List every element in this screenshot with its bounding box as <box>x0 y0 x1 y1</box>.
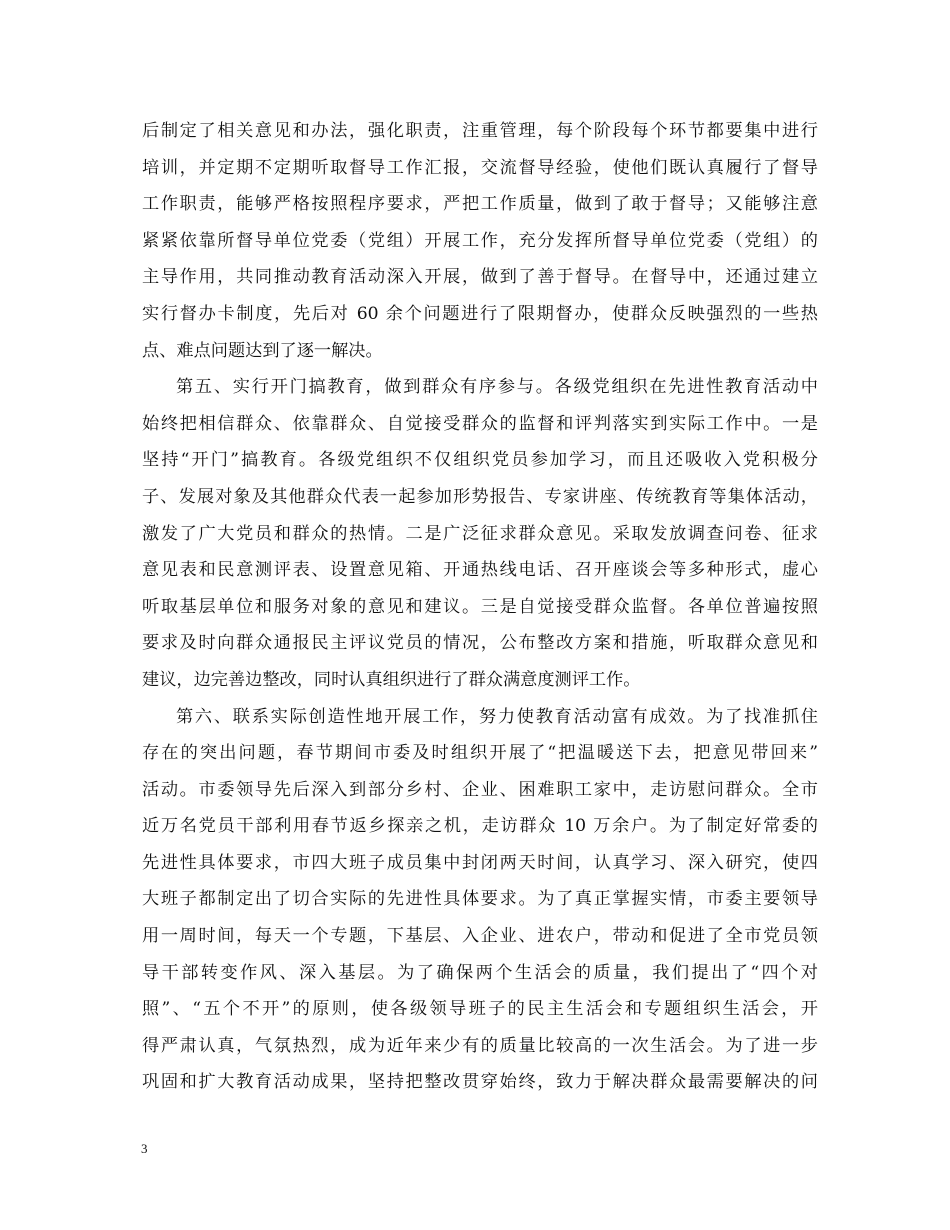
text-line: 照”、“五个不开”的原则，使各级领导班子的民主生活会和专题组织生活会，开 <box>142 999 818 1020</box>
text-line: 存在的突出问题，春节期间市委及时组织开展了“把温暖送下去，把意见带回来” <box>142 743 818 764</box>
text-line: 导干部转变作风、深入基层。为了确保两个生活会的质量，我们提出了“四个对 <box>142 962 818 983</box>
text-line: 得严肃认真，气氛热烈，成为近年来少有的质量比较高的一次生活会。为了进一步 <box>142 1035 818 1056</box>
text-line: 听取基层单位和服务对象的意见和建议。三是自觉接受群众监督。各单位普遍按照 <box>142 596 818 617</box>
text-line: 先进性具体要求，市四大班子成员集中封闭两天时间，认真学习、深入研究，使四 <box>142 852 818 873</box>
text-line: 始终把相信群众、依靠群众、自觉接受群众的监督和评判落实到实际工作中。一是 <box>142 413 818 434</box>
page-number: 3 <box>141 1141 148 1156</box>
document-body <box>142 113 818 1101</box>
text-line: 后制定了相关意见和办法，强化职责，注重管理，每个阶段每个环节都要集中进行 <box>142 121 818 141</box>
text-line: 活动。市委领导先后深入到部分乡村、企业、困难职工家中，走访慰问群众。全市 <box>142 779 818 800</box>
text-line: 紧紧依靠所督导单位党委（党组）开展工作，充分发挥所督导单位党委（党组）的 <box>142 230 818 251</box>
text-line: 子、发展对象及其他群众代表一起参加形势报告、专家讲座、传统教育等集体活动， <box>142 486 818 507</box>
text-line: 点、难点问题达到了逐一解决。 <box>142 340 383 361</box>
text-line: 第六、联系实际创造性地开展工作，努力使教育活动富有成效。为了找准抓住 <box>176 706 818 727</box>
text-line: 用一周时间，每天一个专题，下基层、入企业、进农户，带动和促进了全市党员领 <box>142 926 818 947</box>
text-line: 意见表和民意测评表、设置意见箱、开通热线电话、召开座谈会等多种形式，虚心 <box>142 560 818 581</box>
text-line: 近万名党员干部利用春节返乡探亲之机，走访群众 10 万余户。为了制定好常委的 <box>142 816 818 837</box>
text-line: 第五、实行开门搞教育，做到群众有序参与。各级党组织在先进性教育活动中 <box>176 377 818 398</box>
paragraph <box>142 699 818 1102</box>
paragraph <box>142 113 818 369</box>
text-line: 大班子都制定出了切合实际的先进性具体要求。为了真正掌握实情，市委主要领导 <box>142 889 818 910</box>
text-line: 实行督办卡制度，先后对 60 余个问题进行了限期督办，使群众反映强烈的一些热 <box>142 303 818 324</box>
text-line: 坚持“开门”搞教育。各级党组织不仅组织党员参加学习，而且还吸收入党积极分 <box>142 450 818 471</box>
text-line: 要求及时向群众通报民主评议党员的情况，公布整改方案和措施，听取群众意见和 <box>142 633 818 654</box>
text-line: 激发了广大党员和群众的热情。二是广泛征求群众意见。采取发放调查问卷、征求 <box>142 523 818 544</box>
text-line: 巩固和扩大教育活动成果，坚持把整改贯穿始终，致力于解决群众最需要解决的问 <box>142 1072 818 1093</box>
text-line: 建议，边完善边整改，同时认真组织进行了群众满意度测评工作。 <box>142 669 641 690</box>
paragraph <box>142 369 818 698</box>
text-line: 培训，并定期不定期听取督导工作汇报，交流督导经验，使他们既认真履行了督导 <box>142 157 818 178</box>
text-line: 主导作用，共同推动教育活动深入开展，做到了善于督导。在督导中，还通过建立 <box>142 267 818 288</box>
text-line: 工作职责，能够严格按照程序要求，严把工作质量，做到了敢于督导；又能够注意 <box>142 194 818 215</box>
